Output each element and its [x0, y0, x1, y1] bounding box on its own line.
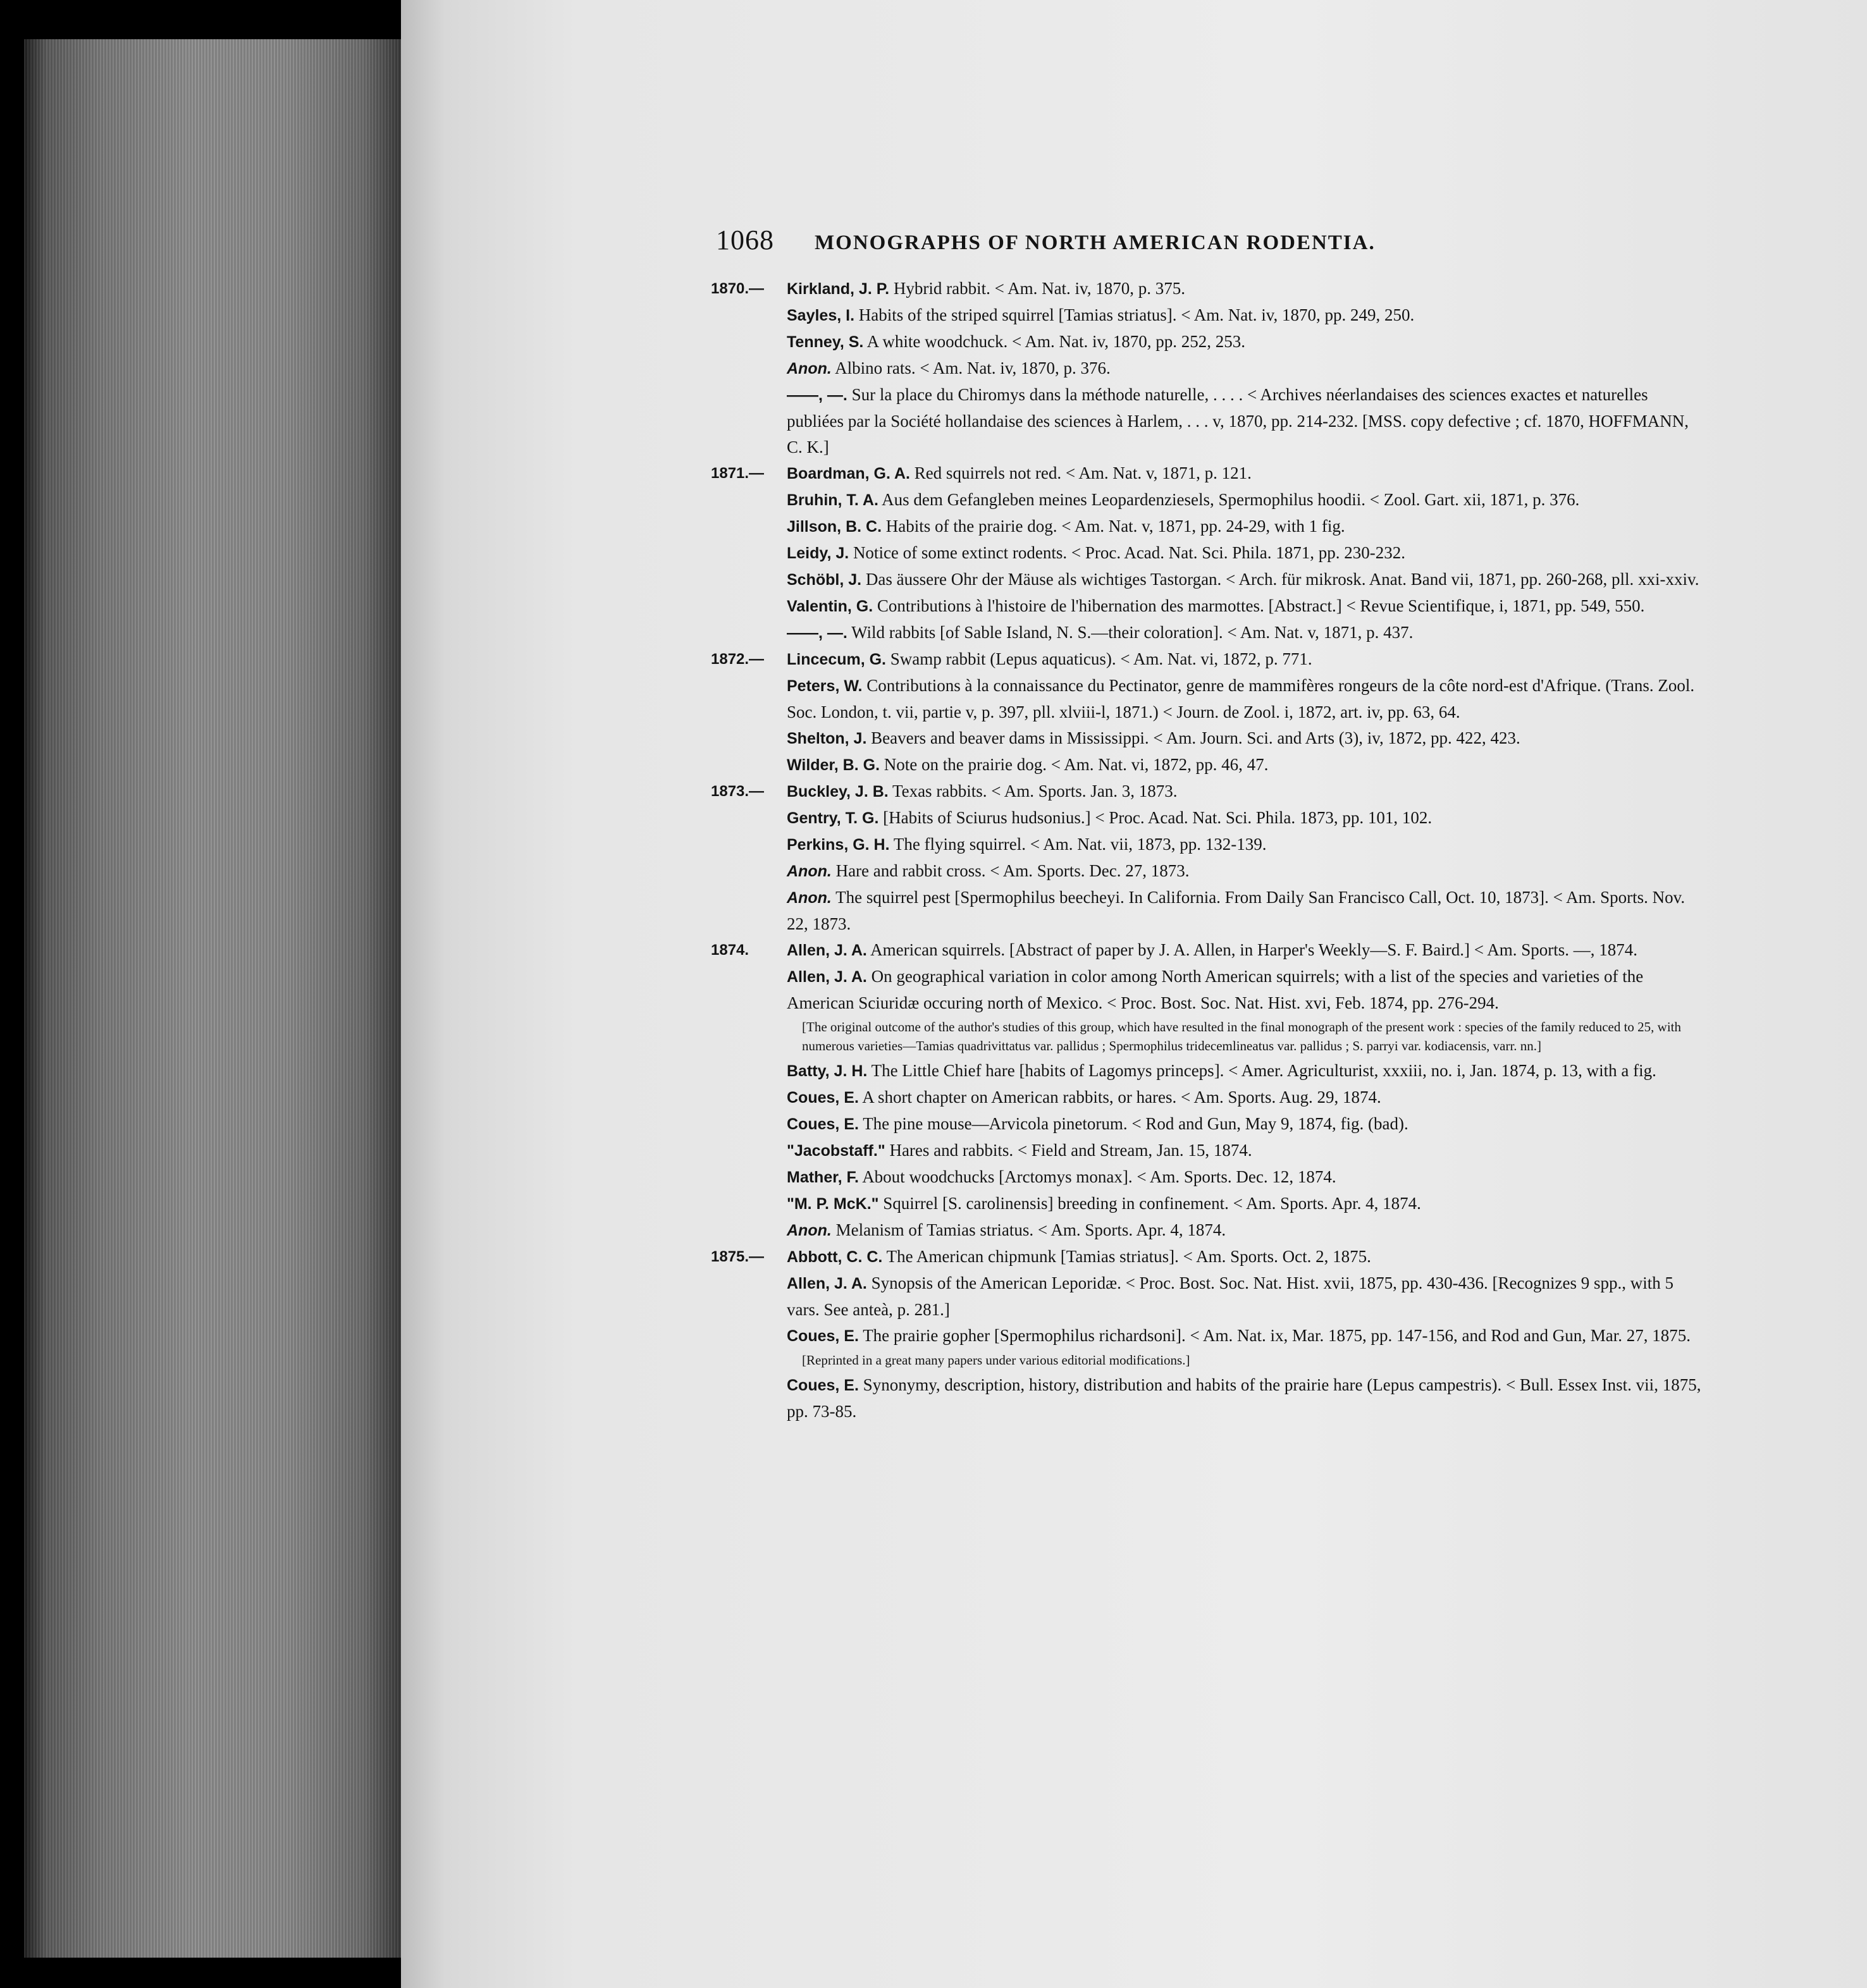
page-content	[711, 221, 1703, 1425]
entry-author: Anon.	[787, 862, 832, 880]
bibliography-entry	[716, 1164, 1703, 1191]
bibliography-entry	[716, 1270, 1703, 1323]
entry-text: Texas rabbits. < Am. Sports. Jan. 3, 1873.	[892, 782, 1178, 801]
entry-author: Jillson, B. C.	[787, 518, 882, 536]
book-fore-edge	[24, 39, 401, 1958]
entry-year: 1871.—	[711, 465, 765, 482]
bibliography-entry	[716, 540, 1703, 567]
bibliography-entry	[711, 937, 1703, 964]
entry-text: Beavers and beaver dams in Mississippi. < Am. Journ. Sci. and Arts (3), iv, 1872, pp. 422, 423.	[871, 728, 1520, 747]
page-title: MONOGRAPHS OF NORTH AMERICAN RODENTIA.	[815, 231, 1376, 254]
entry-note: [Reprinted in a great many papers under various editorial modifications.]	[802, 1353, 1190, 1368]
entry-author: Mather, F.	[787, 1169, 859, 1186]
bibliography-entry	[711, 778, 1703, 805]
entry-text: Hare and rabbit cross. < Am. Sports. Dec. 27, 1873.	[835, 861, 1190, 880]
entry-text: Wild rabbits [of Sable Island, N. S.—their coloration]. < Am. Nat. v, 1871, p. 437.	[851, 623, 1414, 642]
entry-note: [The original outcome of the author's studies of this group, which have resulted in the final monograph of the present work : species of the family reduced to 25, with numerous varieties—Tamias quadrivittatus var. pallidus ; Spermophilus tridecemlineatus var. pallidus ; S. parryi var. kodiacensis, varr. nn.]	[802, 1019, 1682, 1053]
bibliography-entry	[716, 1372, 1703, 1425]
bibliography-list	[711, 276, 1703, 1425]
entry-author: "M. P. McK."	[787, 1195, 879, 1213]
bibliography-entry	[716, 1058, 1703, 1084]
entry-text: A white woodchuck. < Am. Nat. iv, 1870, pp. 252, 253.	[866, 332, 1246, 351]
bibliography-entry	[716, 302, 1703, 329]
bibliography-entry	[711, 276, 1703, 302]
entry-text: Melanism of Tamias striatus. < Am. Sports. Apr. 4, 1874.	[835, 1220, 1226, 1239]
bibliography-entry	[716, 593, 1703, 620]
entry-author: Allen, J. A.	[787, 1275, 867, 1292]
bibliography-entry	[716, 1217, 1703, 1244]
entry-text: Contributions à l'histoire de l'hibernation des marmottes. [Abstract.] < Revue Scientifique, i, 1871, pp. 549, 550.	[877, 596, 1645, 615]
entry-author: ——, —.	[787, 386, 847, 404]
bibliography-entry	[716, 858, 1703, 885]
entry-author: Buckley, J. B.	[787, 783, 889, 801]
entry-author: Anon.	[787, 1222, 832, 1239]
entry-author: Allen, J. A.	[787, 942, 867, 959]
entry-author: ——, —.	[787, 624, 847, 642]
entry-text: A short chapter on American rabbits, or hares. < Am. Sports. Aug. 29, 1874.	[862, 1088, 1381, 1107]
entry-author: Anon.	[787, 360, 832, 377]
entry-author: Coues, E.	[787, 1089, 859, 1107]
entry-author: Kirkland, J. P.	[787, 280, 890, 298]
bibliography-entry	[716, 1138, 1703, 1164]
entry-text: The American chipmunk [Tamias striatus]. < Am. Sports. Oct. 2, 1875.	[886, 1247, 1371, 1266]
entry-author: Anon.	[787, 889, 832, 907]
entry-author: Leidy, J.	[787, 544, 849, 562]
bibliography-entry	[716, 487, 1703, 513]
running-head	[716, 221, 1703, 262]
entry-text: The pine mouse—Arvicola pinetorum. < Rod and Gun, May 9, 1874, fig. (bad).	[863, 1114, 1408, 1133]
entry-text: Synopsis of the American Leporidæ. < Proc. Bost. Soc. Nat. Hist. xvii, 1875, pp. 430-436. [Recognizes 9 spp., with 5 vars. See anteà, p. 281.]	[787, 1273, 1674, 1319]
entry-text: Synonymy, description, history, distribution and habits of the prairie hare (Lepus campestris). < Bull. Essex Inst. vii, 1875, pp. 73-85.	[787, 1375, 1701, 1421]
entry-text: Red squirrels not red. < Am. Nat. v, 1871, p. 121.	[914, 463, 1252, 482]
entry-author: Batty, J. H.	[787, 1062, 868, 1080]
entry-author: Boardman, G. A.	[787, 465, 910, 482]
entry-text: About woodchucks [Arctomys monax]. < Am. Sports. Dec. 12, 1874.	[862, 1167, 1336, 1186]
bibliography-entry	[716, 1084, 1703, 1111]
page	[401, 0, 1867, 1988]
bibliography-entry	[711, 460, 1703, 487]
entry-author: Wilder, B. G.	[787, 756, 880, 774]
bibliography-entry	[716, 1323, 1703, 1349]
entry-author: "Jacobstaff."	[787, 1142, 885, 1160]
entry-author: Perkins, G. H.	[787, 836, 890, 854]
entry-author: Sayles, I.	[787, 307, 855, 324]
entry-text: Hares and rabbits. < Field and Stream, Jan. 15, 1874.	[889, 1141, 1252, 1160]
bibliography-entry	[716, 567, 1703, 593]
bibliography-entry	[716, 964, 1703, 1016]
bibliography-entry	[716, 673, 1703, 725]
bibliography-entry	[716, 1191, 1703, 1217]
bibliography-entry	[716, 329, 1703, 355]
entry-text: Squirrel [S. carolinensis] breeding in confinement. < Am. Sports. Apr. 4, 1874.	[883, 1194, 1421, 1213]
entry-author: Allen, J. A.	[787, 968, 867, 986]
bibliography-entry	[716, 620, 1703, 646]
entry-author: Coues, E.	[787, 1115, 859, 1133]
bibliography-entry	[716, 382, 1703, 460]
entry-text: American squirrels. [Abstract of paper by J. A. Allen, in Harper's Weekly—S. F. Baird.] < Am. Sports. —, 1874.	[870, 940, 1637, 959]
bibliography-entry	[716, 805, 1703, 831]
entry-text: The squirrel pest [Spermophilus beecheyi. In California. From Daily San Francisco Call, Oct. 10, 1873]. < Am. Sports. Nov. 22, 1873.	[787, 888, 1685, 933]
entry-text: Habits of the prairie dog. < Am. Nat. v, 1871, pp. 24-29, with 1 fig.	[885, 517, 1345, 536]
entry-text: [Habits of Sciurus hudsonius.] < Proc. Acad. Nat. Sci. Phila. 1873, pp. 101, 102.	[883, 808, 1433, 827]
bibliography-entry	[711, 646, 1703, 673]
entry-year: 1870.—	[711, 280, 765, 297]
bibliography-entry	[711, 1244, 1703, 1270]
bibliography-entry	[716, 725, 1703, 752]
entry-author: Shelton, J.	[787, 730, 867, 747]
entry-text: The prairie gopher [Spermophilus richardsoni]. < Am. Nat. ix, Mar. 1875, pp. 147-156, and Rod and Gun, Mar. 27, 1875.	[863, 1326, 1691, 1345]
entry-year: 1874.	[711, 942, 749, 959]
bibliography-entry	[716, 752, 1703, 778]
entry-author: Bruhin, T. A.	[787, 491, 878, 509]
entry-author: Coues, E.	[787, 1377, 859, 1394]
entry-year: 1872.—	[711, 651, 765, 668]
bibliography-entry	[716, 513, 1703, 540]
page-number: 1068	[716, 224, 774, 255]
bibliography-entry	[716, 355, 1703, 382]
entry-author: Peters, W.	[787, 677, 863, 695]
entry-text: On geographical variation in color among North American squirrels; with a list of the species and varieties of the American Sciuridæ occuring north of Mexico. < Proc. Bost. Soc. Nat. Hist. xvi, Feb. 1874, pp. 276-294.	[787, 967, 1644, 1012]
entry-text: Contributions à la connaissance du Pectinator, genre de mammifères rongeurs de la côte nord-est d'Afrique. (Trans. Zool. Soc. London, t. vii, partie v, p. 397, pll. xlviii-l, 1871.) < Journ. de Zool. i, 1872, art. iv, pp. 63, 64.	[787, 676, 1695, 721]
entry-text: The flying squirrel. < Am. Nat. vii, 1873, pp. 132-139.	[893, 835, 1267, 854]
entry-year: 1873.—	[711, 783, 765, 800]
entry-year: 1875.—	[711, 1248, 765, 1265]
entry-text: Habits of the striped squirrel [Tamias striatus]. < Am. Nat. iv, 1870, pp. 249, 250.	[858, 305, 1415, 324]
entry-text: Albino rats. < Am. Nat. iv, 1870, p. 376.	[835, 359, 1111, 377]
entry-text: The Little Chief hare [habits of Lagomys princeps]. < Amer. Agriculturist, xxxiii, no. i, Jan. 1874, p. 13, with a fig.	[871, 1061, 1656, 1080]
entry-text: Sur la place du Chiromys dans la méthode naturelle, . . . . < Archives néerlandaises des sciences exactes et naturelles publiées par la Société hollandaise des sciences à Harlem, . . . v, 1870, pp. 214-232. [MSS. copy defective ; cf. 1870, HOFFMANN, C. K.]	[787, 385, 1689, 457]
entry-author: Schöbl, J.	[787, 571, 862, 589]
bibliography-entry	[716, 1111, 1703, 1138]
entry-text: Aus dem Gefangleben meines Leopardenziesels, Spermophilus hoodii. < Zool. Gart. xii, 1871, p. 376.	[882, 490, 1580, 509]
entry-text: Notice of some extinct rodents. < Proc. Acad. Nat. Sci. Phila. 1871, pp. 230-232.	[853, 543, 1406, 562]
bibliography-entry	[716, 831, 1703, 858]
entry-author: Coues, E.	[787, 1327, 859, 1345]
entry-author: Abbott, C. C.	[787, 1248, 883, 1266]
entry-text: Note on the prairie dog. < Am. Nat. vi, 1872, pp. 46, 47.	[884, 755, 1269, 774]
entry-author: Tenney, S.	[787, 333, 864, 351]
bibliography-entry	[716, 885, 1703, 937]
entry-text: Hybrid rabbit. < Am. Nat. iv, 1870, p. 375.	[893, 279, 1186, 298]
entry-author: Gentry, T. G.	[787, 809, 879, 827]
entry-author: Valentin, G.	[787, 598, 873, 615]
entry-author: Lincecum, G.	[787, 651, 886, 668]
entry-text: Das äussere Ohr der Mäuse als wichtiges Tastorgan. < Arch. für mikrosk. Anat. Band vii, 1871, pp. 260-268, pll. xxi-xxiv.	[865, 570, 1699, 589]
entry-text: Swamp rabbit (Lepus aquaticus). < Am. Nat. vi, 1872, p. 771.	[890, 649, 1312, 668]
